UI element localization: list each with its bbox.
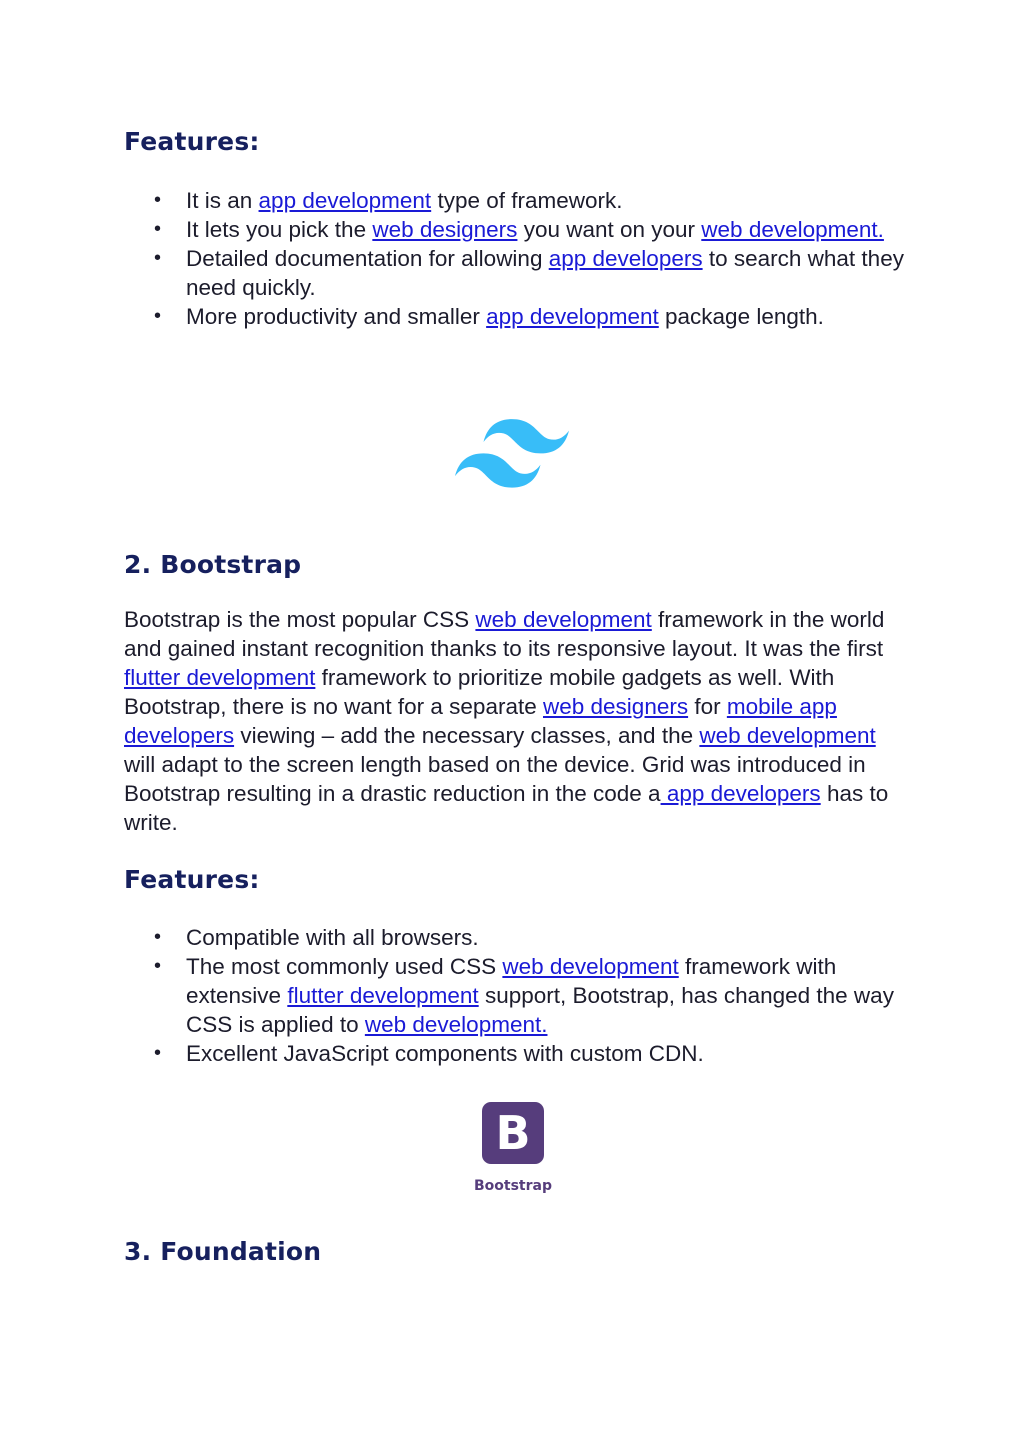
inline-text: viewing – add the necessary classes, and the <box>234 723 700 748</box>
inline-link[interactable]: web development <box>699 723 876 748</box>
features-list-2 <box>124 923 904 1068</box>
bootstrap-logo-wordmark: Bootstrap <box>474 1178 552 1194</box>
inline-text: to search what they need quickly. <box>186 246 904 300</box>
inline-text: More productivity and smaller <box>186 304 487 329</box>
inline-text: support, Bootstrap, has changed the way CSS is applied to <box>186 983 894 1037</box>
inline-text: for <box>688 694 727 719</box>
inline-text: Detailed documentation for allowing <box>186 246 549 271</box>
list-item <box>124 1039 904 1068</box>
inline-link[interactable]: web designers <box>372 217 518 242</box>
features-list-1 <box>124 186 904 331</box>
inline-text: It is an <box>186 188 259 213</box>
bootstrap-heading: 2. Bootstrap <box>124 550 302 579</box>
bootstrap-paragraph <box>124 605 904 837</box>
inline-link[interactable]: flutter development <box>287 983 479 1008</box>
inline-text: will adapt to the screen length based on the device. Grid was introduced in Bootstrap resulting in a drastic reduction in the code a <box>124 752 866 806</box>
inline-link[interactable]: web designers <box>543 694 689 719</box>
inline-link[interactable]: web development <box>502 954 679 979</box>
inline-text: has to write. <box>124 781 889 835</box>
inline-text: framework with extensive <box>186 954 837 1008</box>
features-heading-2: Features: <box>124 865 260 894</box>
inline-link[interactable]: mobile app developers <box>124 694 837 748</box>
inline-text: Excellent JavaScript components with custom CDN. <box>186 1041 704 1066</box>
bootstrap-logo <box>470 1100 556 1202</box>
list-item <box>124 215 904 244</box>
inline-link[interactable]: app development <box>486 304 659 329</box>
inline-link[interactable]: app developers <box>548 246 703 271</box>
list-item <box>124 952 904 1039</box>
list-item <box>124 244 904 302</box>
foundation-heading: 3. Foundation <box>124 1237 322 1266</box>
inline-text: framework in the world and gained instant recognition thanks to its responsive layout. It was the first <box>124 607 885 661</box>
inline-link[interactable]: flutter development <box>124 665 316 690</box>
inline-text: Compatible with all browsers. <box>186 925 479 950</box>
list-item <box>124 186 904 215</box>
inline-text: package length. <box>658 304 824 329</box>
inline-link[interactable]: app development <box>258 188 432 213</box>
bootstrap-logo-letter: B <box>495 1106 531 1160</box>
inline-link[interactable]: web development <box>475 607 652 632</box>
inline-text: The most commonly used CSS <box>186 954 503 979</box>
tailwind-logo-svg <box>455 418 569 490</box>
list-item <box>124 923 904 952</box>
tailwind-logo-icon <box>455 418 569 490</box>
inline-text: Bootstrap is the most popular CSS <box>124 607 476 632</box>
inline-text: framework to prioritize mobile gadgets as well. With Bootstrap, there is no want for a separate <box>124 665 835 719</box>
inline-link[interactable]: web development. <box>364 1012 548 1037</box>
list-item <box>124 302 904 331</box>
inline-link[interactable]: app developers <box>660 781 821 806</box>
inline-text: type of framework. <box>431 188 623 213</box>
tailwind-logo-shape <box>455 419 569 487</box>
inline-text: you want on your <box>517 217 702 242</box>
inline-link[interactable]: web development. <box>701 217 884 242</box>
bootstrap-logo-icon <box>482 1102 544 1164</box>
features-heading-1: Features: <box>124 127 260 156</box>
inline-text: It lets you pick the <box>186 217 373 242</box>
